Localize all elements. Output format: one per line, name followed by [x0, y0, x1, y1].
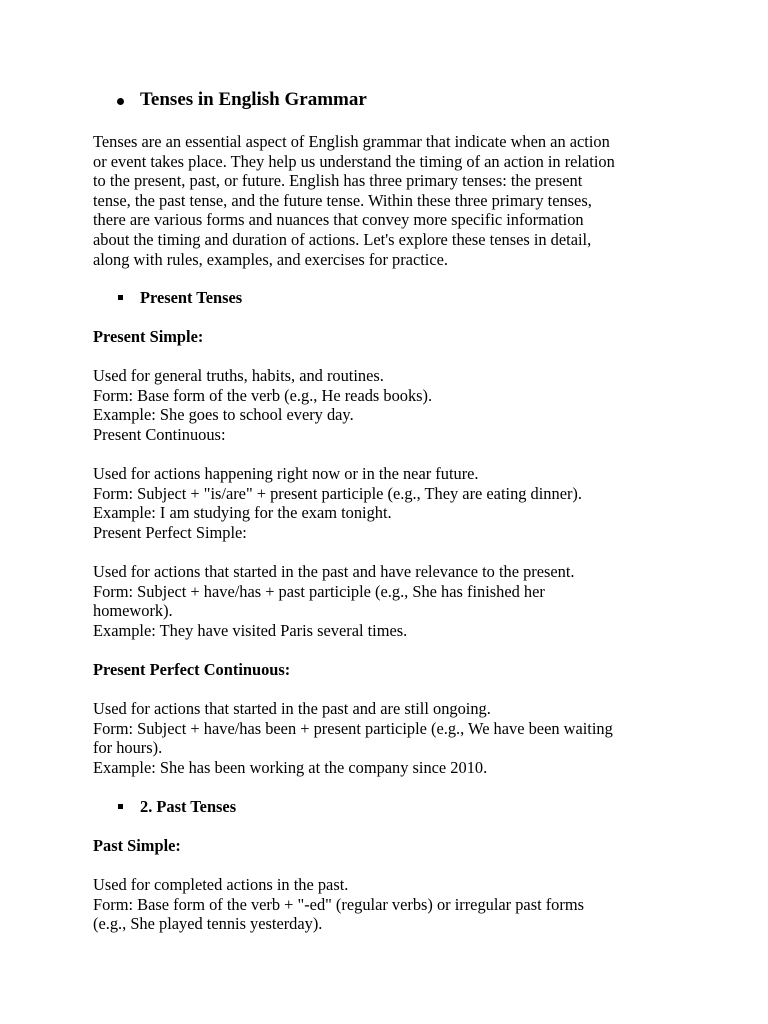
- intro-line: or event takes place. They help us understand the timing of an action in relation: [93, 151, 615, 171]
- heading-bullet-icon: [117, 98, 124, 105]
- section-bullet-icon: [118, 295, 123, 300]
- form-text: Form: Base form of the verb + "-ed" (regular verbs) or irregular past forms: [93, 895, 584, 914]
- subheading-present-simple: Present Simple:: [93, 327, 204, 346]
- subheading-present-perfect-continuous: Present Perfect Continuous:: [93, 660, 291, 679]
- form-text-continued: for hours).: [93, 738, 163, 757]
- section-heading-past: 2. Past Tenses: [140, 797, 237, 816]
- subheading-past-simple: Past Simple:: [93, 836, 181, 855]
- subheading-present-continuous: Present Continuous:: [93, 425, 226, 444]
- intro-line: to the present, past, or future. English has three primary tenses: the present: [93, 171, 583, 191]
- intro-line: Tenses are an essential aspect of English grammar that indicate when an action: [93, 132, 610, 151]
- usage-text: Used for actions happening right now or in the near future.: [93, 464, 479, 483]
- intro-line: there are various forms and nuances that convey more specific information: [93, 210, 584, 230]
- example-text: Example: She goes to school every day.: [93, 405, 354, 424]
- form-text: Form: Subject + "is/are" + present participle (e.g., They are eating dinner).: [93, 484, 582, 503]
- example-text: Example: They have visited Paris several times.: [93, 621, 408, 640]
- form-text: Form: Base form of the verb (e.g., He reads books).: [93, 386, 433, 405]
- form-text-continued: homework).: [93, 601, 173, 620]
- page-title: Tenses in English Grammar: [140, 89, 367, 110]
- usage-text: Used for actions that started in the past and are still ongoing.: [93, 699, 491, 718]
- example-text: Example: She has been working at the company since 2010.: [93, 758, 488, 777]
- intro-line: along with rules, examples, and exercises for practice.: [93, 249, 448, 269]
- subheading-present-perfect-simple: Present Perfect Simple:: [93, 523, 247, 542]
- form-text-continued: (e.g., She played tennis yesterday).: [93, 914, 323, 933]
- example-text: Example: I am studying for the exam tonight.: [93, 503, 392, 522]
- intro-line: about the timing and duration of actions. Let's explore these tenses in detail,: [93, 229, 592, 249]
- form-text: Form: Subject + have/has + past participle (e.g., She has finished her: [93, 582, 545, 601]
- usage-text: Used for general truths, habits, and routines.: [93, 366, 384, 385]
- intro-line: tense, the past tense, and the future tense. Within these three primary tenses,: [93, 190, 592, 210]
- intro-paragraph: [93, 132, 683, 269]
- usage-text: Used for completed actions in the past.: [93, 875, 349, 894]
- form-text: Form: Subject + have/has been + present participle (e.g., We have been waiting: [93, 719, 613, 738]
- usage-text: Used for actions that started in the past and have relevance to the present.: [93, 562, 575, 581]
- section-bullet-icon: [118, 804, 123, 809]
- section-heading-present: Present Tenses: [140, 288, 243, 307]
